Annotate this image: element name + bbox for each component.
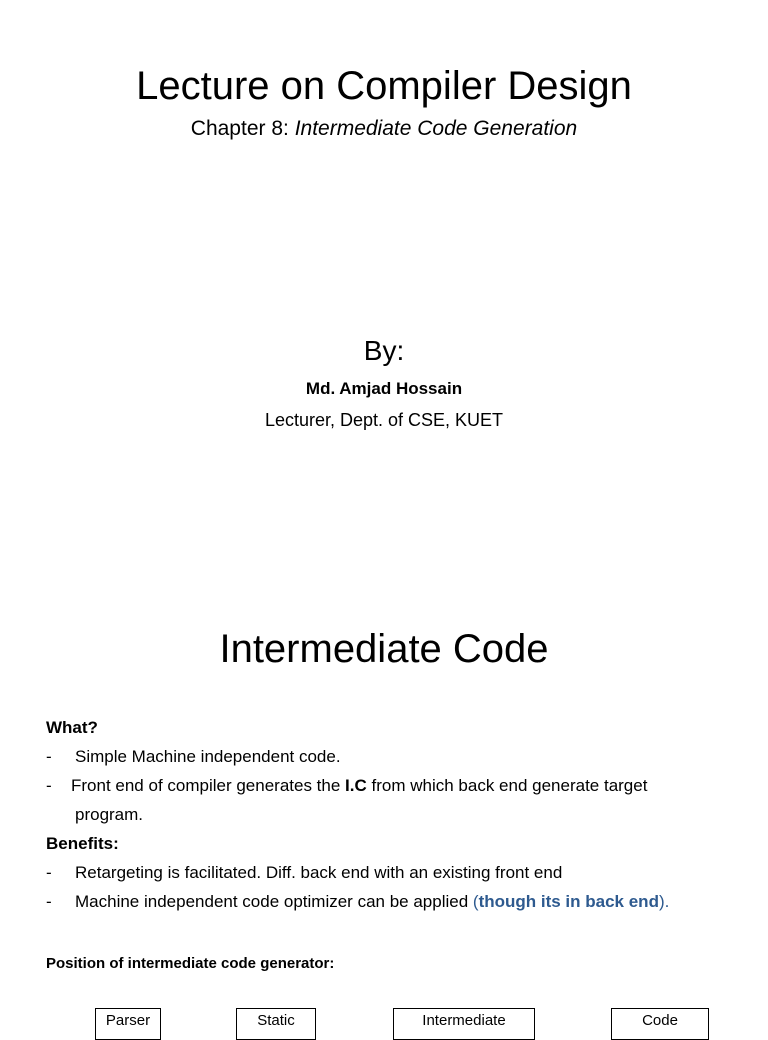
bullet-dash: -: [46, 892, 52, 911]
paren-open: (: [472, 892, 479, 911]
chapter-name: Intermediate Code Generation: [294, 117, 578, 140]
chapter-label: Chapter 8:: [190, 117, 295, 140]
diagram-box-parser: Parser: [95, 1008, 161, 1040]
list-item: [46, 858, 746, 887]
diagram-box-static: Static: [236, 1008, 316, 1040]
benefits-heading: Benefits:: [46, 834, 119, 853]
slide-title: Intermediate Code: [219, 627, 549, 671]
bullet-text: Machine independent code optimizer can be applied: [75, 892, 473, 911]
body-text: [46, 713, 746, 916]
bullet-bold: I.C: [345, 776, 367, 795]
list-item: [46, 771, 746, 829]
bullet-text: Simple Machine independent code.: [75, 747, 341, 766]
bullet-text: Front end of compiler generates the: [71, 776, 346, 795]
bullet-text: Retargeting is facilitated. Diff. back end with an existing front end: [75, 863, 563, 882]
content-slide: [0, 576, 768, 1029]
bullet-dash: -: [46, 776, 52, 795]
highlight-text: though its in back end: [478, 892, 659, 911]
diagram-box-intermediate: Intermediate: [393, 1008, 535, 1040]
bullet-continuation: program.: [75, 805, 144, 824]
author-affiliation: Lecturer, Dept. of CSE, KUET: [264, 410, 504, 430]
what-heading: What?: [46, 718, 98, 737]
bullet-dash: -: [46, 747, 52, 766]
list-item: [46, 887, 746, 916]
slide-title: Lecture on Compiler Design: [136, 64, 632, 108]
list-item: [46, 742, 746, 771]
author-name: Md. Amjad Hossain: [305, 379, 463, 398]
diagram-box-code: Code: [611, 1008, 709, 1040]
bullet-dash: -: [46, 863, 52, 882]
by-label: By:: [363, 335, 405, 366]
position-label: Position of intermediate code generator:: [46, 955, 335, 972]
slide-subtitle: [0, 116, 768, 142]
bullet-text: from which back end generate target: [366, 776, 648, 795]
paren-close: ).: [658, 892, 670, 911]
